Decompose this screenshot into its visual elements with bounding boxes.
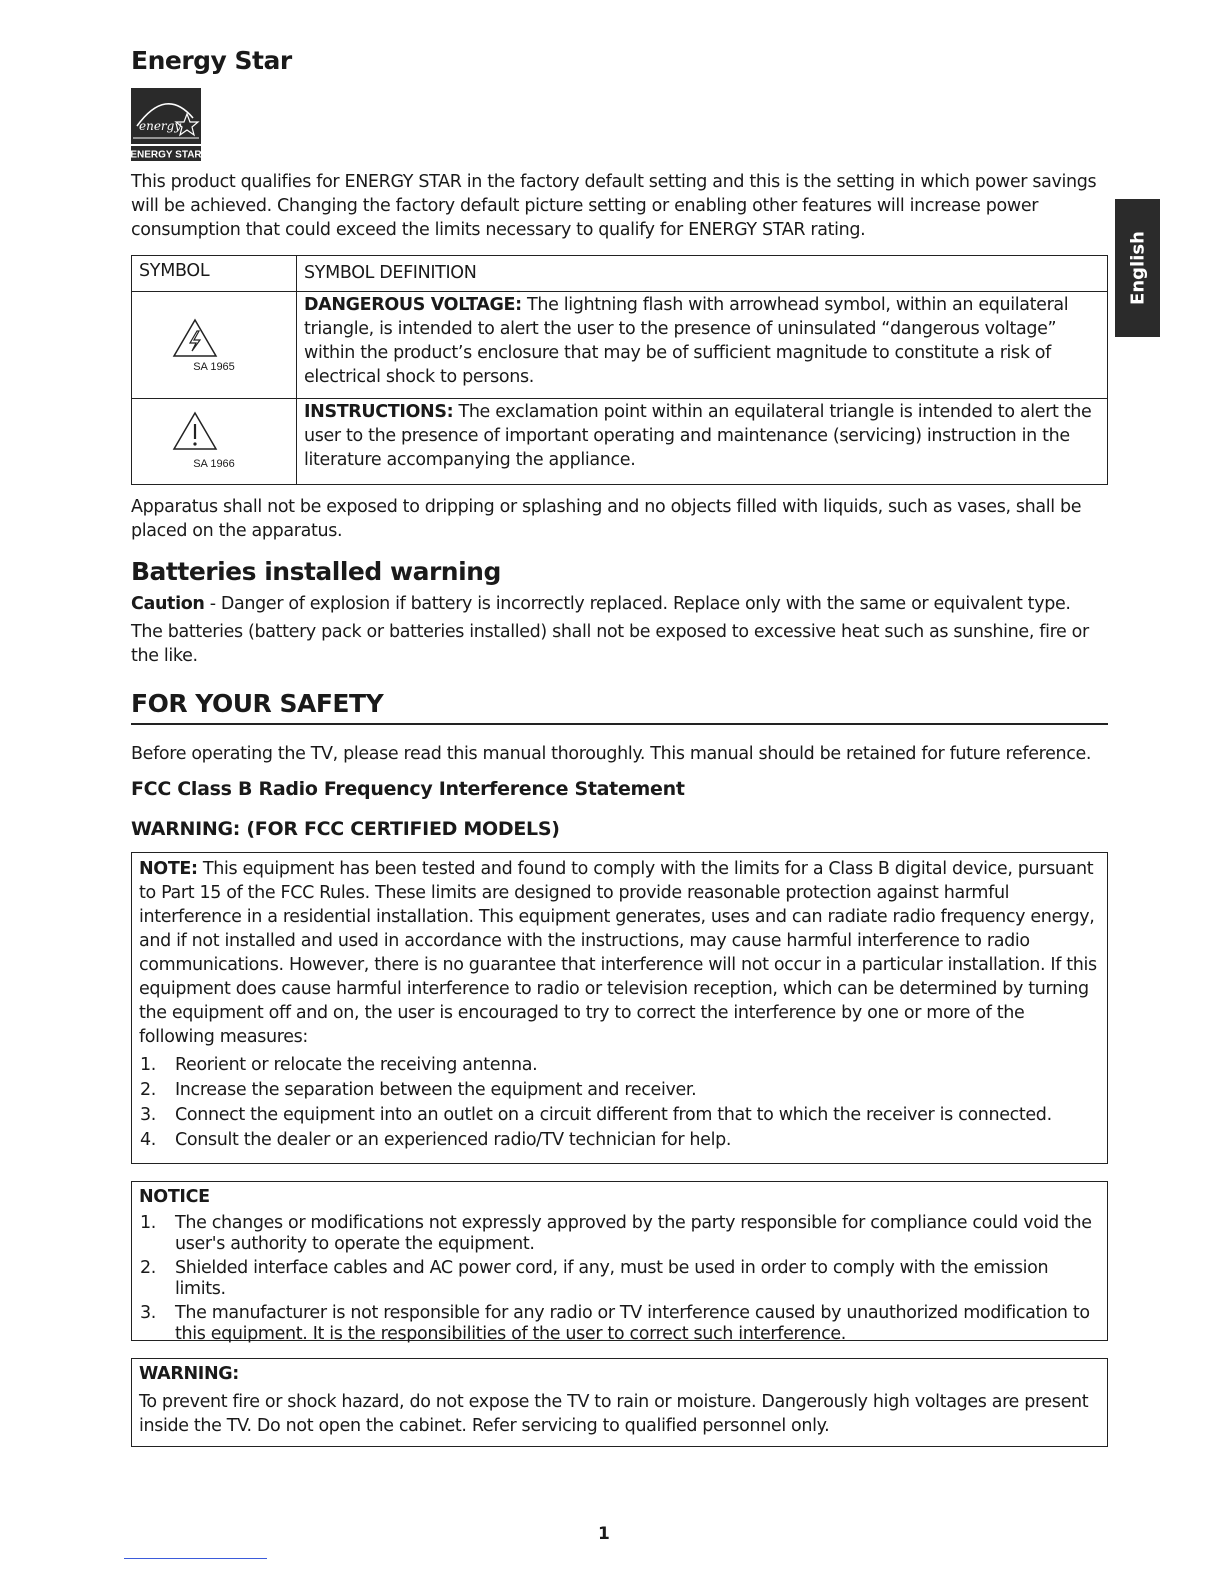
- list-item: 3. The manufacturer is not responsible for any radio or TV interference caused by unauthorized modification to this equipment. It is the responsibilities of the user to correct such interference.: [140, 1303, 1090, 1344]
- exclamation-triangle-icon: [172, 411, 218, 451]
- symbol-table-header: [132, 256, 1107, 292]
- energy-star-logo: [131, 88, 201, 161]
- fcc-heading: FCC Class B Radio Frequency Interference Statement: [131, 778, 685, 800]
- symbol-row-instructions: [132, 399, 1107, 484]
- symbol-code: SA 1965: [193, 361, 235, 373]
- instructions-definition: The exclamation point within an equilateral triangle is intended to alert the user to the presence of important operating and maintenance (servicing) instruction in the literature accompanying the appliance.: [304, 402, 1092, 470]
- language-tab: [1115, 199, 1160, 337]
- caution-lead: Caution: [131, 594, 205, 614]
- list-item: 2. Increase the separation between the equipment and receiver.: [140, 1080, 697, 1100]
- note-lead: NOTE:: [139, 859, 198, 879]
- list-item: 1. Reorient or relocate the receiving antenna.: [140, 1055, 538, 1075]
- notice-list: [139, 1213, 1097, 1345]
- section-divider: [131, 723, 1108, 725]
- fcc-warning-heading: WARNING: (FOR FCC CERTIFIED MODELS): [131, 818, 560, 840]
- list-item: 4. Consult the dealer or an experienced radio/TV technician for help.: [140, 1130, 732, 1150]
- fcc-note-box: [131, 852, 1108, 1164]
- caution-paragraph: [131, 592, 1111, 616]
- page-number: 1: [598, 1524, 610, 1544]
- warning-heading: WARNING:: [139, 1364, 239, 1384]
- footer-line: [124, 1558, 267, 1559]
- logo-caption: ENERGY STAR: [131, 149, 201, 161]
- note-paragraph: [139, 857, 1097, 1049]
- energy-star-heading: Energy Star: [131, 46, 292, 75]
- symbol-row-voltage: [132, 292, 1107, 399]
- warning-box: [131, 1358, 1108, 1447]
- list-item: 1. The changes or modifications not expressly approved by the party responsible for compliance could void the user's authority to operate the equipment.: [140, 1213, 1092, 1254]
- safety-intro: Before operating the TV, please read this manual thoroughly. This manual should be retained for future reference.: [131, 744, 1092, 764]
- voltage-definition: The lightning flash with arrowhead symbol, within an equilateral triangle, is intended to alert the user to the presence of uninsulated “dangerous voltage” within the product’s enclosure that may be of sufficient magnitude to constitute a risk of electrical shock to persons.: [304, 295, 1069, 387]
- voltage-lead: DANGEROUS VOLTAGE:: [304, 295, 522, 315]
- header-symbol: SYMBOL: [139, 261, 210, 281]
- list-item: 2. Shielded interface cables and AC power cord, if any, must be used in order to comply with the emission limits.: [140, 1258, 1049, 1299]
- apparatus-note: Apparatus shall not be exposed to dripping or splashing and no objects filled with liquids, such as vases, shall be placed on the apparatus.: [131, 497, 1082, 541]
- safety-heading: FOR YOUR SAFETY: [131, 689, 384, 718]
- batteries-heading: Batteries installed warning: [131, 557, 501, 586]
- caution-text: - Danger of explosion if battery is incorrectly replaced. Replace only with the same or equivalent type.: [204, 594, 1071, 614]
- list-item: 3. Connect the equipment into an outlet on a circuit different from that to which the receiver is connected.: [140, 1105, 1052, 1125]
- instructions-lead: INSTRUCTIONS:: [304, 402, 454, 422]
- note-text: This equipment has been tested and found to comply with the limits for a Class B digital device, pursuant to Part 15 of the FCC Rules. These limits are designed to provide reasonable protection against harmful interference in a residential installation. This equipment generates, uses and can radiate radio frequency energy, and if not installed and used in accordance with the instructions, may cause harmful interference to radio communications. However, there is no guarantee that interference will not occur in a particular installation. If this equipment does cause harmful interference to radio or television reception, which can be determined by turning the equipment off and on, the user is encouraged to try to correct the interference by one or more of the following measures:: [139, 859, 1097, 1047]
- language-tab-label: English: [1127, 231, 1148, 305]
- symbol-table: [131, 255, 1108, 485]
- energy-star-body: This product qualifies for ENERGY STAR in the factory default setting and this is the setting in which power savings will be achieved. Changing the factory default picture setting or enabling other features will increase power consumption that could exceed the limits necessary to qualify for ENERGY STAR rating.: [131, 172, 1097, 240]
- notice-box: [131, 1181, 1108, 1344]
- measures-list: [139, 1053, 1097, 1152]
- symbol-code: SA 1966: [193, 458, 235, 470]
- header-symbol-definition: SYMBOL DEFINITION: [304, 263, 477, 283]
- warning-text: To prevent fire or shock hazard, do not expose the TV to rain or moisture. Dangerously high voltages are present inside the TV. Do not open the cabinet. Refer servicing to qualified personnel only.: [139, 1392, 1089, 1436]
- logo-script: energy: [139, 119, 182, 133]
- notice-heading: NOTICE: [139, 1187, 210, 1207]
- lightning-triangle-icon: [172, 318, 218, 358]
- battery-heat-paragraph: The batteries (battery pack or batteries installed) shall not be exposed to excessive heat such as sunshine, fire or the like.: [131, 622, 1089, 666]
